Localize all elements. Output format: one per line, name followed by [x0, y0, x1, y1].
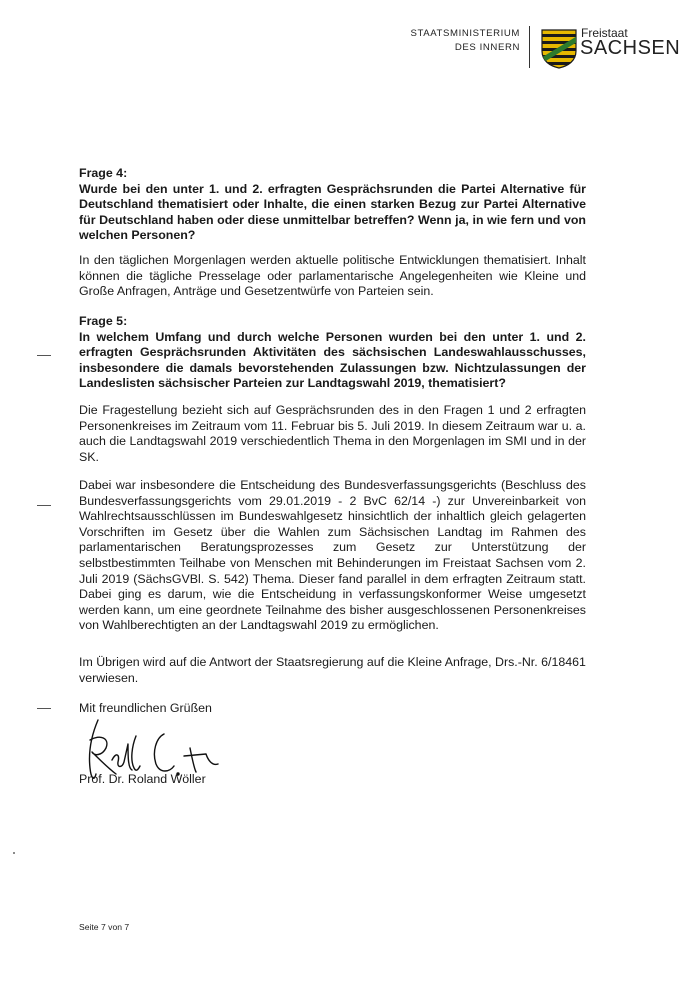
ministry-line-1: STAATSMINISTERIUM	[410, 28, 520, 39]
frage-5-answer-2: Dabei war insbesondere die Entscheidung des Bundesverfassungsgerichts (Beschluss des Bundesverfassungsgerichts vom 29.01.2019 - 2 BvC 62/14 -) zur Unvereinbarkeit von Wahlrechtsausschlüssen im Bundeswahlgesetz hinsichtlich der inhaltlich gleich gelagerten Vorschriften im Gesetz über die Wahlen zum Sächsischen Landtag im Rahmen des parlamentarischen Beratungsprozesses zum Gesetz zur Unterstützung der selbstbestimmten Teilhabe von Menschen mit Behinderungen im Freistaat Sachsen vom 2. Juli 2019 (SächsGVBl. S. 542) Thema. Dieser fand parallel in dem erfragten Zeitraum statt. Dabei ging es darum, wie die Entscheidung in verfassungskonformer Weise umgesetzt werden kann, um eine geordnete Teilnahme des bisher ausgeschlossenen Personenkreises von Wahlberechtigten an der Landtagswahl 2019 zu ermöglichen.	[79, 478, 586, 633]
ministry-line-2: DES INNERN	[454, 42, 520, 53]
frage-5-question: In welchem Umfang und durch welche Personen wurden bei den unter 1. und 2. erfragten Gesprächsrunden Aktivitäten des sächsischen Landeswahlausschusses, insbesondere die damals bevorstehenden Zulassungen bzw. Nichtzulassungen der Landeslisten sächsischer Parteien zur Landtagswahl 2019, thematisiert?	[79, 329, 586, 391]
state-name-large: SACHSEN	[580, 37, 681, 59]
frage-4-question: Wurde bei den unter 1. und 2. erfragten Gesprächsrunden die Partei Alternative für Deutschland thematisiert oder Inhalte, die einen starken Bezug zur Partei Alternative für Deutschland haben oder diese unmittelbar betreffen? Wenn ja, in wie fern und von welchen Personen?	[79, 181, 586, 243]
frage-5-heading: Frage 5:	[79, 314, 128, 328]
scan-speck	[13, 852, 15, 854]
header-divider	[529, 26, 530, 68]
state-name-small: Freistaat	[581, 26, 628, 40]
frage-5-answer-3: Im Übrigen wird auf die Antwort der Staatsregierung auf die Kleine Anfrage, Drs.-Nr. 6/18461 verwiesen.	[79, 655, 586, 685]
margin-fold-mark	[37, 355, 51, 356]
closing-greeting: Mit freundlichen Grüßen	[79, 701, 212, 715]
ministry-name	[380, 27, 520, 55]
frage-5-answer-1: Die Fragestellung bezieht sich auf Gesprächsrunden des in den Fragen 1 und 2 erfragten Personenkreises im Zeitraum vom 11. Februar bis 5. Juli 2019. In diesem Zeitraum war u. a. auch die Landtagswahl 2019 verschiedentlich Thema in den Morgenlagen im SMI und in der SK.	[79, 403, 586, 464]
page-number: Seite 7 von 7	[79, 922, 130, 932]
frage-4-answer: In den täglichen Morgenlagen werden aktuelle politische Entwicklungen thematisiert. Inhalt können die tägliche Presselage oder parlamentarische Angelegenheiten wie Kleine und Große Anfragen, Anträge und Gesetzentwürfe von Parteien sein.	[79, 253, 586, 299]
frage-5-block	[79, 314, 586, 392]
saxony-coat-of-arms-icon	[541, 29, 577, 69]
frage-4-heading: Frage 4:	[79, 166, 128, 180]
signatory-name: Prof. Dr. Roland Wöller	[79, 772, 206, 786]
margin-fold-mark	[37, 708, 51, 709]
margin-fold-mark	[37, 505, 51, 506]
frage-4-block	[79, 166, 586, 244]
